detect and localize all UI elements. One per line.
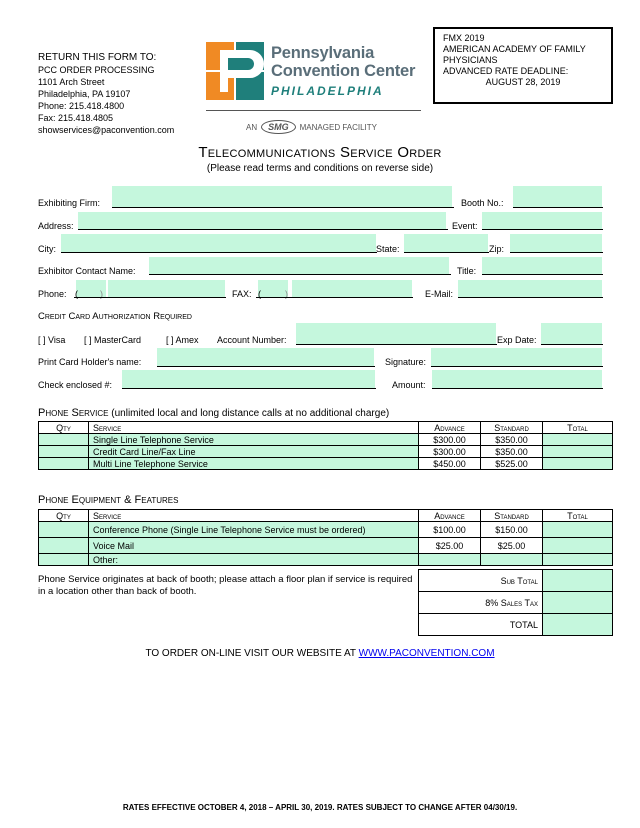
email-line (458, 297, 603, 298)
return-line: Phone: 215.418.4800 (38, 101, 125, 111)
email-label: E-Mail: (425, 289, 454, 299)
exp-date-label: Exp Date: (497, 335, 537, 345)
phone-line (74, 297, 226, 298)
location-note: Phone Service originates at back of booth; please attach a floor plan if service is required in a location other than back of booth. (38, 574, 413, 597)
contact-name-input[interactable] (149, 257, 449, 275)
logo-mark-icon (206, 42, 264, 100)
phone-service-note: (unlimited local and long distance calls at no additional charge) (111, 408, 390, 419)
return-line: Philadelphia, PA 19107 (38, 89, 131, 99)
check-input[interactable] (122, 370, 375, 389)
equipment-table (38, 509, 613, 566)
title-label: Title: (457, 266, 477, 276)
event-info-box (433, 27, 613, 104)
zip-label: Zip: (489, 244, 505, 254)
advance-price: $100.00 (419, 522, 481, 538)
total-input[interactable] (543, 522, 613, 538)
phone-service-heading (38, 407, 389, 419)
advance-price: $300.00 (419, 446, 481, 458)
qty-input[interactable] (39, 522, 89, 538)
col-qty: Qty (39, 422, 89, 434)
fax-label: FAX: (232, 289, 252, 299)
deadline-date: AUGUST 28, 2019 (485, 77, 561, 87)
booth-no-line (513, 207, 603, 208)
total-input[interactable] (543, 554, 613, 566)
service-name: Multi Line Telephone Service (89, 458, 419, 470)
exp-date-line (541, 344, 603, 345)
return-heading: RETURN THIS FORM TO: (38, 52, 157, 63)
managed-facility (246, 120, 377, 134)
service-other-input[interactable]: Other: (89, 554, 419, 566)
standard-price[interactable] (481, 554, 543, 566)
smg-logo: SMG (261, 120, 296, 134)
email-input[interactable] (458, 280, 602, 298)
address-line (78, 229, 448, 230)
standard-price: $350.00 (481, 446, 543, 458)
equipment-heading: Phone Equipment & Features (38, 494, 179, 506)
visa-checkbox[interactable]: [ ] Visa (38, 335, 66, 345)
table-row (39, 446, 613, 458)
col-standard: Standard (481, 422, 543, 434)
booth-no-label: Booth No.: (461, 198, 504, 208)
total-input[interactable] (543, 458, 613, 470)
check-label: Check enclosed #: (38, 380, 113, 390)
account-number-input[interactable] (296, 323, 496, 345)
return-line: showservices@paconvention.com (38, 125, 175, 135)
sub-total-label: Sub Total (419, 570, 543, 592)
event-line (482, 229, 603, 230)
pcc-logo (206, 40, 426, 140)
holder-name-input[interactable] (157, 348, 374, 366)
fax-line (256, 297, 413, 298)
qty-input[interactable] (39, 434, 89, 446)
col-advance: Advance (419, 510, 481, 522)
total-input[interactable] (543, 434, 613, 446)
page-title: Telecommunications Service Order (198, 144, 442, 161)
holder-name-line (157, 366, 375, 367)
state-line (404, 252, 489, 253)
total-row (419, 614, 613, 636)
col-qty: Qty (39, 510, 89, 522)
table-header (39, 422, 613, 434)
city-label: City: (38, 244, 56, 254)
logo-divider (206, 110, 421, 111)
phone-input[interactable] (108, 280, 225, 298)
online-order (0, 648, 640, 659)
logo-name (271, 44, 415, 80)
exhibiting-firm-label: Exhibiting Firm: (38, 198, 101, 208)
exp-date-input[interactable] (541, 323, 602, 345)
phone-service-title: Phone Service (38, 407, 109, 419)
credit-card-heading: Credit Card Authorization Required (38, 311, 192, 322)
service-name: Conference Phone (Single Line Telephone Service must be ordered) (89, 522, 419, 538)
fax-area-input[interactable] (258, 280, 288, 298)
title-input[interactable] (482, 257, 602, 275)
signature-input[interactable] (431, 348, 602, 366)
total-input[interactable] (543, 446, 613, 458)
sales-tax-label: 8% Sales Tax (419, 592, 543, 614)
amount-line (432, 388, 603, 389)
exhibiting-firm-input[interactable] (112, 186, 452, 208)
fax-input[interactable] (292, 280, 412, 298)
phone-paren-close: ) (100, 289, 103, 299)
mastercard-checkbox[interactable]: [ ] MasterCard (84, 335, 142, 345)
table-row (39, 522, 613, 538)
col-standard: Standard (481, 510, 543, 522)
table-row (39, 554, 613, 566)
total-label: TOTAL (419, 614, 543, 636)
standard-price: $150.00 (481, 522, 543, 538)
deadline-label: ADVANCED RATE DEADLINE: (443, 66, 569, 76)
event-org: AMERICAN ACADEMY OF FAMILY PHYSICIANS (443, 44, 586, 65)
service-name: Voice Mail (89, 538, 419, 554)
advance-price: $450.00 (419, 458, 481, 470)
qty-input[interactable] (39, 446, 89, 458)
advance-price[interactable] (419, 554, 481, 566)
phone-label: Phone: (38, 289, 67, 299)
sales-tax-row (419, 592, 613, 614)
city-line (61, 252, 377, 253)
advance-price: $25.00 (419, 538, 481, 554)
event-input[interactable] (482, 212, 602, 230)
table-row (39, 458, 613, 470)
col-advance: Advance (419, 422, 481, 434)
table-header (39, 510, 613, 522)
logo-name-line1: Pennsylvania (271, 44, 375, 62)
phone-paren-open: ( (75, 289, 78, 299)
state-label: State: (376, 244, 400, 254)
sub-total-input[interactable] (543, 570, 613, 592)
account-number-line (296, 344, 497, 345)
fax-paren-open: ( (258, 289, 261, 299)
standard-price: $25.00 (481, 538, 543, 554)
amex-checkbox[interactable]: [ ] Amex (166, 335, 199, 345)
qty-input[interactable] (39, 458, 89, 470)
sub-total-row (419, 570, 613, 592)
phone-service-table (38, 421, 613, 470)
zip-input[interactable] (510, 234, 602, 253)
logo-name-line2: Convention Center (271, 62, 416, 80)
return-address (38, 51, 174, 136)
logo-city: PHILADELPHIA (271, 84, 384, 98)
advance-price: $300.00 (419, 434, 481, 446)
address-label: Address: (38, 221, 74, 231)
online-text: TO ORDER ON-LINE VISIT OUR WEBSITE AT (145, 648, 356, 659)
address-input[interactable] (78, 212, 446, 230)
col-service: Service (89, 510, 419, 522)
holder-name-label: Print Card Holder's name: (38, 357, 142, 367)
managed-prefix: AN (246, 122, 258, 132)
table-row (39, 434, 613, 446)
return-line: Fax: 215.418.4805 (38, 113, 114, 123)
standard-price: $525.00 (481, 458, 543, 470)
return-line: 1101 Arch Street (38, 77, 105, 87)
return-line: PCC ORDER PROCESSING (38, 65, 155, 75)
exhibiting-firm-line (112, 207, 454, 208)
city-input[interactable] (61, 234, 376, 253)
service-name: Credit Card Line/Fax Line (89, 446, 419, 458)
qty-input[interactable] (39, 538, 89, 554)
state-input[interactable] (404, 234, 488, 253)
title-line (482, 274, 603, 275)
col-service: Service (89, 422, 419, 434)
qty-input[interactable] (39, 554, 89, 566)
page-subtitle: (Please read terms and conditions on reverse side) (206, 163, 434, 174)
col-total: Total (543, 510, 613, 522)
managed-suffix: MANAGED FACILITY (299, 122, 377, 132)
service-name: Single Line Telephone Service (89, 434, 419, 446)
booth-no-input[interactable] (513, 186, 602, 208)
zip-line (510, 252, 603, 253)
rates-footer: RATES EFFECTIVE OCTOBER 4, 2018 – APRIL 30, 2019. RATES SUBJECT TO CHANGE AFTER 04/30/19. (122, 803, 518, 812)
standard-price: $350.00 (481, 434, 543, 446)
website-link[interactable]: WWW.PACONVENTION.COM (358, 648, 495, 659)
amount-label: Amount: (392, 380, 426, 390)
signature-line (431, 366, 603, 367)
grand-total-input[interactable] (543, 614, 613, 636)
totals-table (418, 569, 613, 636)
contact-name-label: Exhibitor Contact Name: (38, 266, 136, 276)
event-code: FMX 2019 (443, 33, 485, 43)
col-total: Total (543, 422, 613, 434)
event-label: Event: (452, 221, 478, 231)
contact-name-line (149, 274, 451, 275)
signature-label: Signature: (385, 357, 427, 367)
table-row (39, 538, 613, 554)
amount-input[interactable] (432, 370, 602, 389)
account-number-label: Account Number: (217, 335, 287, 345)
sales-tax-input[interactable] (543, 592, 613, 614)
fax-paren-close: ) (285, 289, 288, 299)
total-input[interactable] (543, 538, 613, 554)
check-line (122, 388, 376, 389)
